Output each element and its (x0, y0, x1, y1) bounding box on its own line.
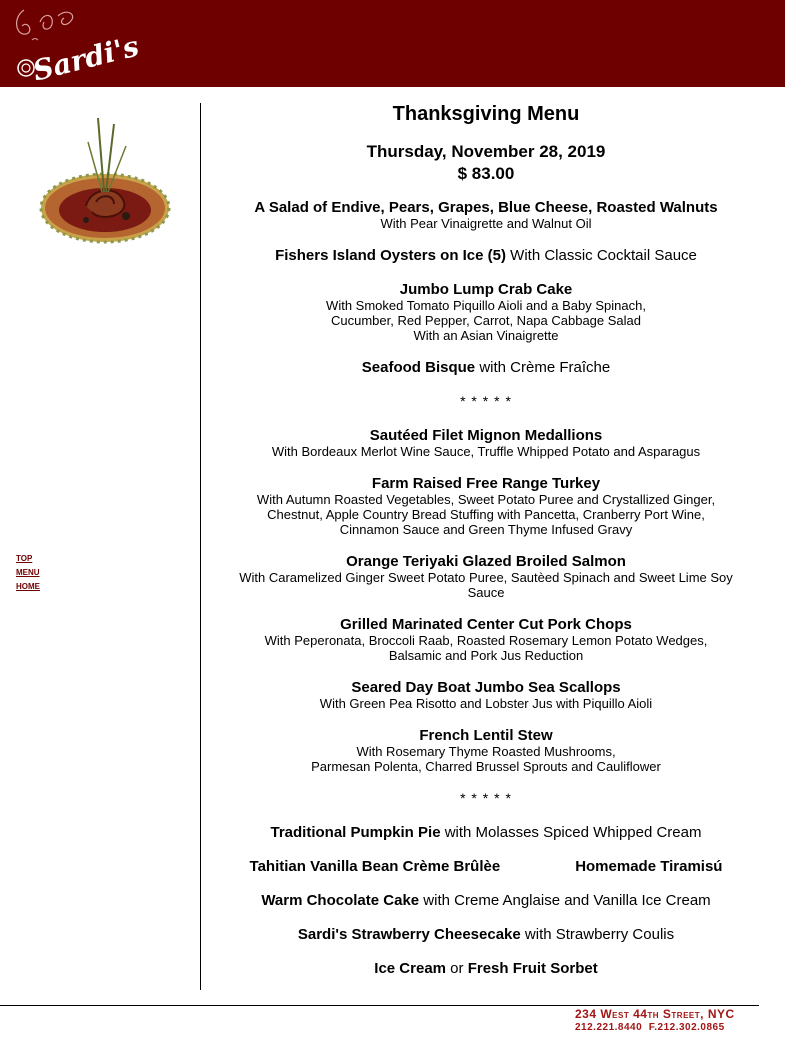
item-desc: With an Asian Vinaigrette (413, 328, 559, 343)
menu-item (212, 960, 760, 978)
item-desc: With Autumn Roasted Vegetables, Sweet Potato Puree and Crystallized Ginger, (256, 492, 716, 507)
item-desc: With Peperonata, Broccoli Raab, Roasted Rosemary Lemon Potato Wedges, (264, 633, 708, 648)
item-desc: With Green Pea Risotto and Lobster Jus with Piquillo Aioli (319, 696, 653, 711)
item-name: Seared Day Boat Jumbo Sea Scallops (351, 679, 621, 696)
item-desc: With Smoked Tomato Piquillo Aioli and a Baby Spinach, (326, 298, 646, 313)
sardis-logo[interactable] (10, 4, 143, 88)
menu-item (212, 727, 760, 774)
menu-title: Thanksgiving Menu (392, 103, 580, 125)
item-name: Fresh Fruit Sorbet (467, 960, 598, 977)
item-name: French Lentil Stew (419, 727, 553, 744)
item-name: Sautéed Filet Mignon Medallions (369, 427, 603, 444)
dessert-pair (212, 858, 760, 876)
logo-wordmark: Sardi's (29, 29, 143, 88)
menu-item (212, 247, 760, 265)
item-desc: With Bordeaux Merlot Wine Sauce, Truffle Whipped Potato and Asparagus (271, 444, 701, 459)
menu-item (212, 553, 760, 600)
item-desc: with Strawberry Coulis (520, 926, 675, 943)
menu-item (212, 616, 760, 663)
site-header (0, 0, 785, 87)
section-separator: * * * * * (460, 393, 512, 409)
nav-link-top[interactable]: TOP (16, 554, 33, 563)
item-name: Homemade Tiramisú (575, 858, 723, 875)
menu-item (212, 281, 760, 343)
menu-item (212, 359, 760, 377)
item-desc: Sauce (467, 585, 505, 600)
item-desc: Cinnamon Sauce and Green Thyme Infused Gravy (339, 522, 633, 537)
item-desc: With Rosemary Thyme Roasted Mushrooms, (356, 744, 616, 759)
item-desc: Balsamic and Pork Jus Reduction (388, 648, 584, 663)
item-desc: With Caramelized Ginger Sweet Potato Puree, Sautèed Spinach and Sweet Lime Soy (239, 570, 733, 585)
menu-item (212, 679, 760, 711)
item-name: Traditional Pumpkin Pie (270, 824, 441, 841)
item-name: Farm Raised Free Range Turkey (371, 475, 601, 492)
item-name: A Salad of Endive, Pears, Grapes, Blue Cheese, Roasted Walnuts (254, 199, 718, 216)
nav-link-menu[interactable]: MENU (16, 568, 40, 577)
menu-date: Thursday, November 28, 2019 (366, 142, 606, 161)
menu-content (212, 101, 760, 994)
item-desc: with Crème Fraîche (475, 359, 611, 376)
menu-item (212, 199, 760, 231)
item-name: Orange Teriyaki Glazed Broiled Salmon (346, 553, 626, 570)
footer-divider (0, 1005, 759, 1006)
item-desc: with Molasses Spiced Whipped Cream (440, 824, 702, 841)
item-desc: With Classic Cocktail Sauce (506, 247, 697, 264)
nav-link-home[interactable]: HOME (16, 582, 40, 591)
item-name: Tahitian Vanilla Bean Crème Brûlèe (249, 858, 501, 875)
menu-item (212, 892, 760, 910)
item-name: Ice Cream (374, 960, 446, 977)
item-conjunction: or (446, 960, 468, 977)
section-separator: * * * * * (460, 790, 512, 806)
item-name: Seafood Bisque (361, 359, 476, 376)
item-desc: with Creme Anglaise and Vanilla Ice Cream (419, 892, 711, 909)
item-name: Sardi's Strawberry Cheesecake (297, 926, 521, 943)
item-desc: Parmesan Polenta, Charred Brussel Sprouts and Cauliflower (311, 759, 661, 774)
address-line: 234 West 44th Street, NYC (575, 1007, 735, 1021)
menu-item (212, 824, 760, 842)
phone-line: 212.221.8440 F.212.302.0865 (575, 1022, 725, 1033)
item-desc: Chestnut, Apple Country Bread Stuffing with Pancetta, Cranberry Port Wine, (267, 507, 705, 522)
menu-item (212, 475, 760, 537)
item-name: Fishers Island Oysters on Ice (5) (275, 247, 506, 264)
dish-photo (38, 112, 172, 248)
sidebar-divider (200, 103, 201, 990)
item-name: Grilled Marinated Center Cut Pork Chops (340, 616, 632, 633)
menu-item (212, 427, 760, 459)
item-name: Warm Chocolate Cake (261, 892, 420, 909)
item-desc: With Pear Vinaigrette and Walnut Oil (380, 216, 592, 231)
item-desc: Cucumber, Red Pepper, Carrot, Napa Cabbage Salad (330, 313, 642, 328)
menu-item (212, 926, 760, 944)
footer-address (575, 1007, 735, 1035)
menu-price: $ 83.00 (457, 164, 515, 183)
sidebar-nav (16, 552, 40, 594)
item-name: Jumbo Lump Crab Cake (399, 281, 573, 298)
